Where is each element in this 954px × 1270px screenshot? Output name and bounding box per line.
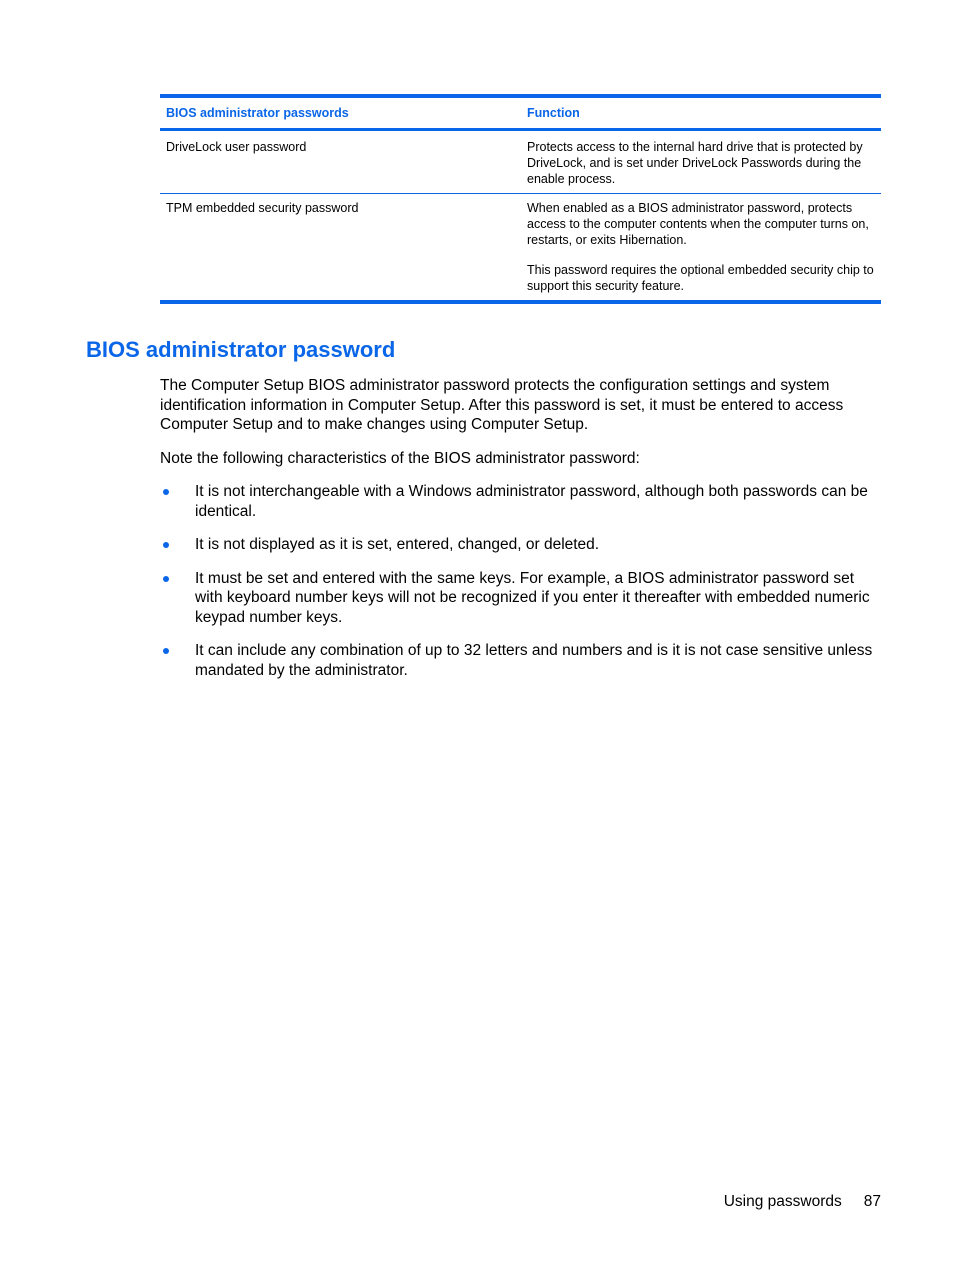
- function-text: Protects access to the internal hard drive that is protected by DriveLock, and is set under DriveLock Passwords during the enable process.: [527, 140, 863, 186]
- table-header-function: Function: [527, 106, 580, 120]
- list-item: [160, 641, 884, 680]
- table-cell-function: [521, 139, 881, 187]
- table-cell-function: [521, 200, 881, 294]
- table-header-passwords: BIOS administrator passwords: [166, 106, 349, 120]
- function-text: When enabled as a BIOS administrator password, protects access to the computer contents when the computer turns on, restarts, or exits Hibernation.: [527, 201, 869, 247]
- page-number: 87: [863, 1193, 881, 1210]
- body-paragraph: The Computer Setup BIOS administrator password protects the configuration settings and system identification information in Computer Setup. After this password is set, it must be entered to access Computer Setup and to make changes using Computer Setup.: [160, 377, 844, 433]
- list-item-text: It can include any combination of up to 32 letters and numbers and is it is not case sensitive unless mandated by the administrator.: [195, 642, 873, 679]
- section-body: [160, 376, 884, 694]
- bullet-dot-icon: [163, 576, 169, 582]
- characteristics-list: [160, 482, 884, 680]
- table-cell-password-name: TPM embedded security password: [166, 201, 359, 215]
- list-item-text: It is not displayed as it is set, entered, changed, or deleted.: [195, 536, 600, 553]
- list-item-text: It must be set and entered with the same keys. For example, a BIOS administrator password set with keyboard number keys will not be recognized if you enter it thereafter with embedded numeric keypad number keys.: [195, 569, 870, 626]
- page-footer: [724, 1193, 881, 1211]
- table-row: [160, 131, 881, 194]
- bullet-dot-icon: [163, 542, 169, 548]
- table-row: [160, 194, 881, 300]
- passwords-table: [160, 94, 881, 304]
- table-header-row: [160, 98, 881, 131]
- footer-section-title: Using passwords: [723, 1193, 842, 1210]
- list-item: [160, 482, 884, 521]
- table-cell-password-name: DriveLock user password: [166, 140, 307, 154]
- body-paragraph: Note the following characteristics of the BIOS administrator password:: [160, 449, 640, 467]
- list-item: [160, 535, 884, 555]
- list-item: [160, 569, 884, 628]
- list-item-text: It is not interchangeable with a Windows administrator password, although both passwords can be identical.: [195, 483, 868, 520]
- function-text: This password requires the optional embedded security chip to support this security feature.: [527, 263, 874, 293]
- bullet-dot-icon: [163, 489, 169, 495]
- bullet-dot-icon: [163, 648, 169, 654]
- section-heading: BIOS administrator password: [86, 337, 396, 362]
